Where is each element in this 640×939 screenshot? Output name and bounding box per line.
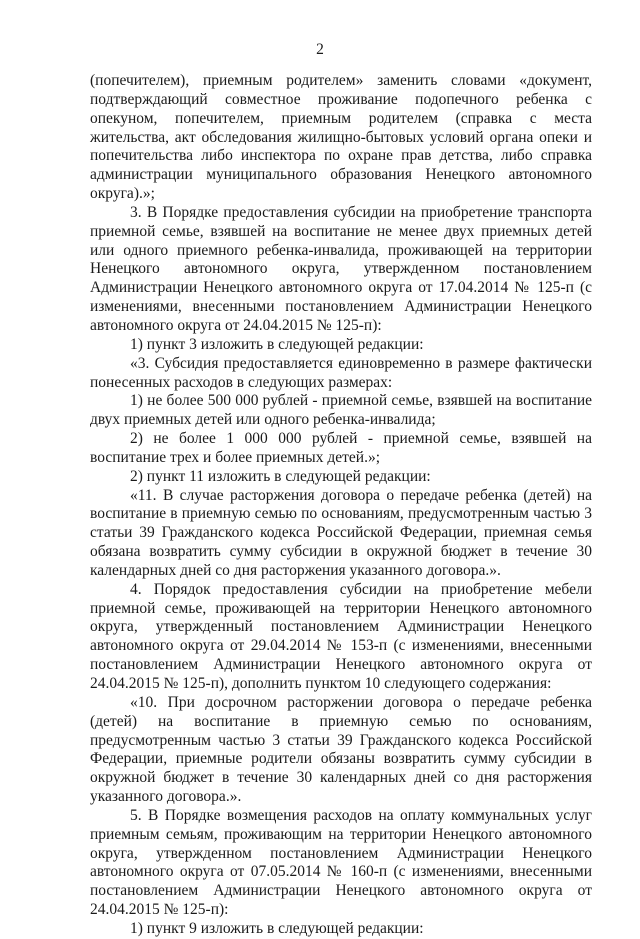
paragraph: «3. Субсидия предоставляется единовременно в размере фактически понесенных расходов в следующих размерах: bbox=[90, 354, 592, 391]
paragraph: «11. В случае расторжения договора о передаче ребенка (детей) на воспитание в приемную семью по основаниям, предусмотренным частью 3 статьи 39 Гражданского кодекса Российской Федерации, приемная семья обязана возвратить сумму субсидии в окружной бюджет в течение 30 календарных дней со дня расторжения указанного договора.». bbox=[90, 486, 592, 579]
paragraph: «10. При досрочном расторжении договора о передаче ребенка (детей) на воспитание в приемную семью по основаниям, предусмотренным частью 3 статьи 39 Гражданского кодекса Российской Федерации, приемные родители обязаны возвратить сумму субсидии в окружной бюджет в течение 30 календарных дней со дня расторжения указанного договора.». bbox=[90, 693, 592, 806]
paragraph: 2) пункт 11 изложить в следующей редакции: bbox=[130, 467, 431, 485]
paragraph: 4. Порядок предоставления субсидии на приобретение мебели приемной семье, проживающей на территории Ненецкого автономного округа, утвержденный постановлением Администрации Ненецкого автономного округа от 29.04.2014 № 153-п (с изменениями, внесенными постановлением Администрации Ненецкого автономного округа от 24.04.2015 № 125-п), дополнить пунктом 10 следующего содержания: bbox=[90, 580, 592, 692]
page-number: 2 bbox=[316, 41, 324, 58]
paragraph: (попечителем), приемным родителем» заменить словами «документ, подтверждающий совместное проживание подопечного ребенка с опекуном, попечителем, приемным родителем (справка с места жительства, акт обследования жилищно-бытовых условий органа опеки и попечительства либо инспектора по охране прав детства, либо справка администрации муниципального образования Ненецкого автономного округа).»; bbox=[90, 72, 592, 203]
paragraph: 1) пункт 3 изложить в следующей редакции: bbox=[130, 335, 424, 353]
paragraph: 1) пункт 9 изложить в следующей редакции: bbox=[130, 919, 424, 937]
paragraph: 2) не более 1 000 000 рублей - приемной семье, взявшей на воспитание трех и более приемных детей.»; bbox=[90, 430, 592, 466]
paragraph: 5. В Порядке возмещения расходов на оплату коммунальных услуг приемным семьям, проживающим на территории Ненецкого автономного округа, утвержденном постановлением Администрации Ненецкого автономного округа от 07.05.2014 № 160-п (с изменениями, внесенными постановлением Администрации Ненецкого автономного округа от 24.04.2015 № 125-п): bbox=[90, 806, 592, 919]
paragraph: 1) не более 500 000 рублей - приемной семье, взявшей на воспитание двух приемных детей или одного ребенка-инвалида; bbox=[90, 392, 592, 429]
document-body bbox=[90, 72, 592, 939]
paragraph: 3. В Порядке предоставления субсидии на приобретение транспорта приемной семье, взявшей на воспитание не менее двух приемных детей или одного приемного ребенка-инвалида, проживающей на территории Ненецкого автономного округа, утвержденном постановлением Администрации Ненецкого автономного округа от 17.04.2014 № 125-п (с изменениями, внесенными постановлением Администрации Ненецкого автономного округа от 24.04.2015 № 125-п): bbox=[90, 203, 592, 334]
